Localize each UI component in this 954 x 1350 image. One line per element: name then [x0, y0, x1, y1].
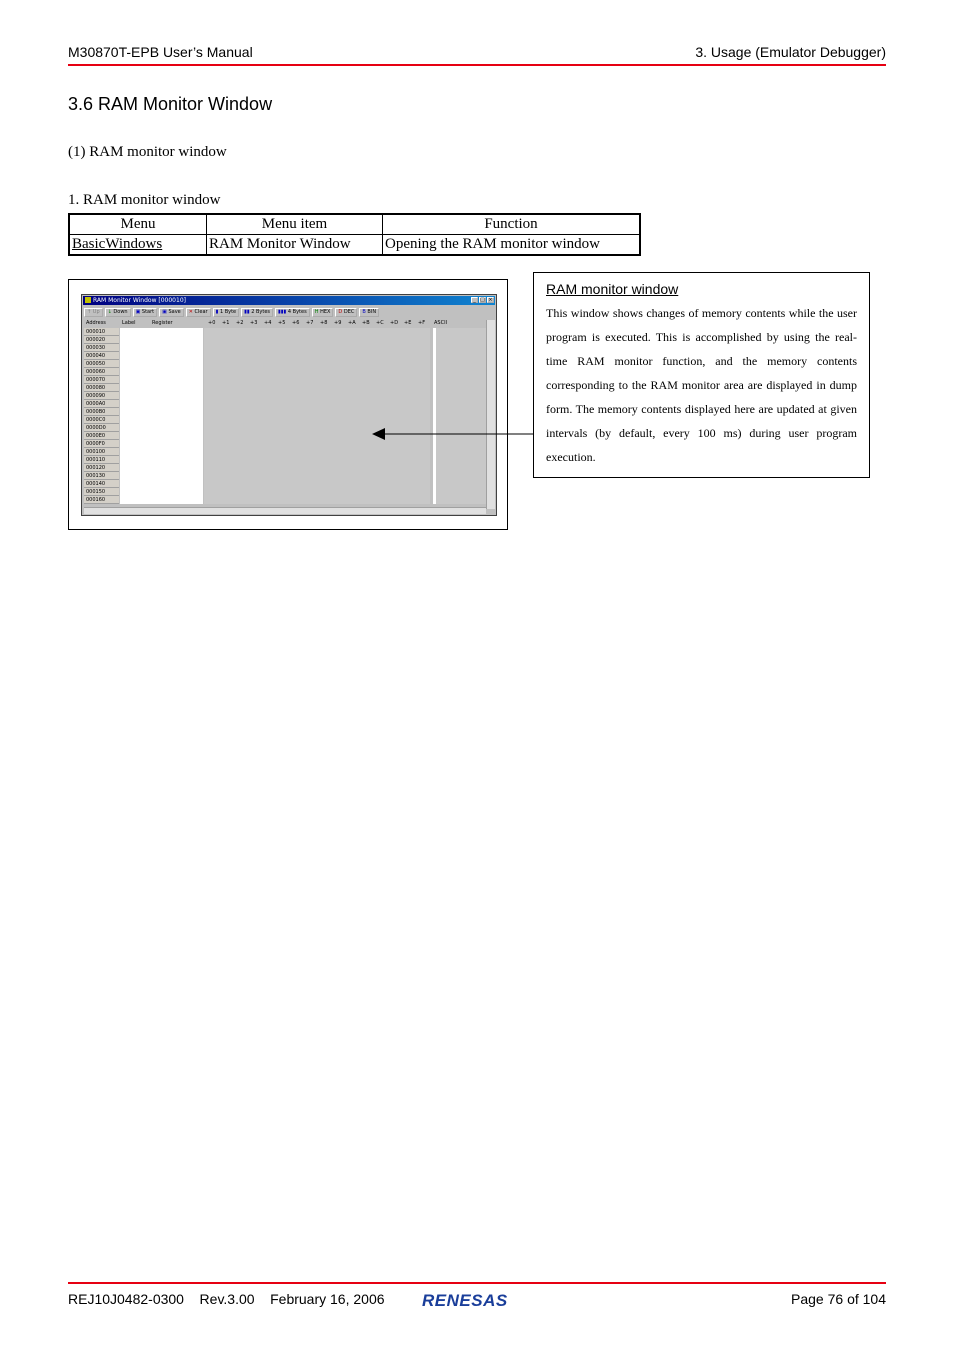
menu-table — [68, 213, 641, 256]
table-header-function: Function — [383, 214, 641, 235]
callout-arrow — [372, 424, 534, 444]
col-offset: +A — [348, 320, 356, 326]
col-offset: +0 — [208, 320, 216, 326]
col-offset: +1 — [222, 320, 230, 326]
toolbar-1byte-button: ▮ 1 Byte — [213, 308, 240, 317]
table-header-row — [69, 214, 640, 235]
header-rule — [68, 64, 886, 66]
data-area — [204, 328, 430, 504]
footer-doc-info — [68, 1291, 385, 1307]
toolbar-clear-button: ✕ Clear — [186, 308, 211, 317]
footer-rule — [68, 1282, 886, 1284]
address-cell: 000050 — [84, 360, 119, 368]
table-cell-menu: BasicWindows — [69, 235, 207, 256]
footer-doc-id: REJ10J0482-0300 — [68, 1291, 184, 1307]
window-app-icon — [85, 297, 91, 303]
col-offset: +7 — [306, 320, 314, 326]
col-offset: +2 — [236, 320, 244, 326]
maximize-icon: □ — [480, 297, 485, 303]
toolbar-4bytes-button: ▮▮▮ 4 Bytes — [275, 308, 310, 317]
col-ascii: ASCII — [434, 320, 448, 326]
address-cell: 000010 — [84, 328, 119, 336]
footer-date: February 16, 2006 — [270, 1291, 385, 1307]
toolbar-save-button: ▣ Save — [159, 308, 184, 317]
toolbar-2bytes-button: ▮▮ 2 Bytes — [241, 308, 273, 317]
address-cell: 000020 — [84, 336, 119, 344]
table-title: 1. RAM monitor window — [68, 192, 221, 208]
col-offset: +5 — [278, 320, 286, 326]
toolbar-up-button: ↑ Up — [84, 308, 103, 317]
address-cell: 0000B0 — [84, 408, 119, 416]
col-offset: +F — [418, 320, 426, 326]
address-cell: 000130 — [84, 472, 119, 480]
toolbar-bin-button: B BIN — [359, 308, 379, 317]
address-cell: 0000C0 — [84, 416, 119, 424]
toolbar-down-button: ↓ Down — [105, 308, 131, 317]
address-cell: 000110 — [84, 456, 119, 464]
window-toolbar — [84, 307, 494, 318]
column-headers — [84, 320, 486, 327]
section-title: 3.6 RAM Monitor Window — [68, 94, 273, 114]
horizontal-scrollbar — [84, 507, 486, 514]
address-cell: 0000A0 — [84, 400, 119, 408]
address-cell: 0000E0 — [84, 432, 119, 440]
table-cell-function: Opening the RAM monitor window — [383, 235, 641, 256]
address-cell: 000150 — [84, 488, 119, 496]
header-chapter: 3. Usage (Emulator Debugger) — [695, 44, 886, 60]
address-cell: 000090 — [84, 392, 119, 400]
close-icon: × — [488, 297, 493, 303]
col-offset: +9 — [334, 320, 342, 326]
col-register: Register — [152, 320, 173, 326]
address-cell: 000100 — [84, 448, 119, 456]
footer-rev: Rev.3.00 — [199, 1291, 255, 1307]
address-cell: 000120 — [84, 464, 119, 472]
col-offset: +6 — [292, 320, 300, 326]
address-cell: 000160 — [84, 496, 119, 504]
table-header-menu-item: Menu item — [207, 214, 383, 235]
col-offset: +3 — [250, 320, 258, 326]
address-cell: 000030 — [84, 344, 119, 352]
renesas-logo — [420, 1290, 536, 1310]
col-offset: +D — [390, 320, 399, 326]
address-cell: 000060 — [84, 368, 119, 376]
col-label: Label — [122, 320, 136, 326]
address-cell: 000040 — [84, 352, 119, 360]
table-row — [69, 235, 640, 256]
address-column — [84, 328, 119, 504]
address-cell: 0000D0 — [84, 424, 119, 432]
table-cell-menu-item: RAM Monitor Window — [207, 235, 383, 256]
logo-text: RENESAS — [422, 1291, 508, 1310]
callout-box — [533, 272, 870, 478]
window-title: RAM Monitor Window [000010] — [93, 297, 186, 304]
address-cell: 000080 — [84, 384, 119, 392]
window-titlebar — [83, 296, 495, 305]
table-header-menu: Menu — [69, 214, 207, 235]
subsection-title: (1) RAM monitor window — [68, 144, 227, 160]
toolbar-hex-button: H HEX — [312, 308, 334, 317]
col-offset: +C — [376, 320, 384, 326]
callout-title: RAM monitor window — [546, 281, 679, 297]
address-cell: 000070 — [84, 376, 119, 384]
minimize-icon: _ — [471, 297, 478, 303]
col-offset: +8 — [320, 320, 328, 326]
toolbar-dec-button: D DEC — [335, 308, 357, 317]
ascii-area — [433, 328, 491, 504]
toolbar-start-button: ▣ Start — [133, 308, 158, 317]
vertical-scrollbar — [486, 320, 495, 509]
footer-page: Page 76 of 104 — [791, 1291, 886, 1307]
callout-body: This window shows changes of memory contents while the user program is executed. This is accomplished by using the real-time RAM monitor function, and the memory contents corresponding to the RAM monitor area are displayed in dump form. The memory contents displayed here are updated at given intervals (by default, every 100 ms) during user program execution. — [546, 306, 857, 464]
col-offset: +E — [404, 320, 412, 326]
window-controls — [471, 297, 494, 303]
col-address: Address — [86, 320, 106, 326]
col-offset: +4 — [264, 320, 272, 326]
address-cell: 0000F0 — [84, 440, 119, 448]
col-offset: +B — [362, 320, 370, 326]
label-column — [120, 328, 203, 504]
address-cell: 000140 — [84, 480, 119, 488]
header-manual-title: M30870T-EPB User’s Manual — [68, 44, 253, 60]
ram-monitor-window-screenshot — [81, 294, 497, 516]
